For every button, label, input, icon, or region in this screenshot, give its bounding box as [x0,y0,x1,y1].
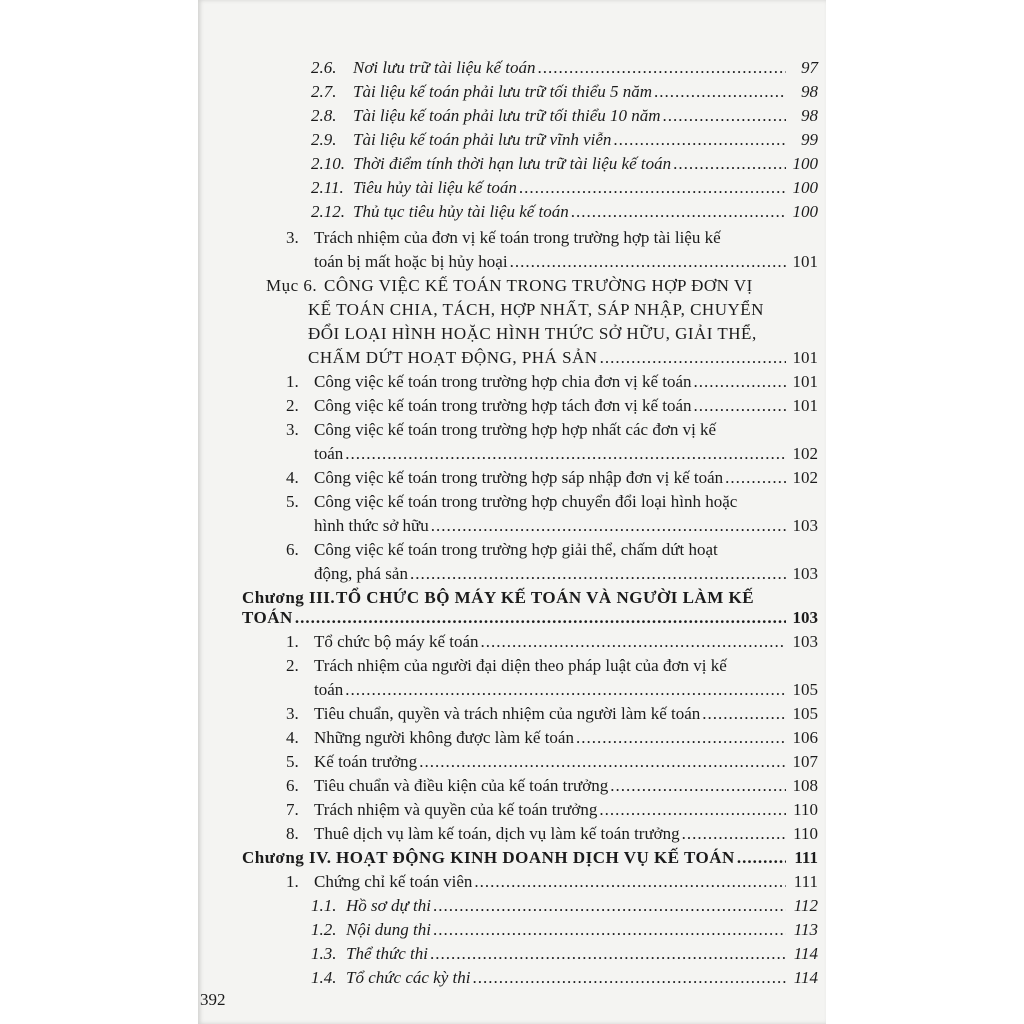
toc-entry-title: Trách nhiệm của đơn vị kế toán trong trường hợp tài liệu kế [314,228,721,247]
toc-entry-title: toán bị mất hoặc bị hủy hoại [314,252,508,271]
toc-entry-page: 111 [794,848,818,867]
toc-entry [198,372,826,398]
dot-leader [433,896,786,916]
toc-entry-title: Thủ tục tiêu hủy tài liệu kế toán [353,202,569,221]
toc-entry-title: Chứng chỉ kế toán viên [314,872,473,891]
toc-entry-title: ĐỔI LOẠI HÌNH HOẶC HÌNH THỨC SỞ HỮU, GIẢI THỂ, [308,324,757,343]
toc-entry [198,656,826,682]
dot-leader [737,848,786,868]
toc-entry-page: 113 [793,920,818,939]
toc-entry [198,608,826,634]
toc-entry [198,516,826,542]
toc-entry [198,468,826,494]
toc-entry-title: Công việc kế toán trong trường hợp hợp nhất các đơn vị kế [314,420,717,439]
toc-entry-title: Công việc kế toán trong trường hợp sáp nhập đơn vị kế toán [314,468,724,487]
toc-entry-number: 3. [286,228,299,247]
dot-leader [673,154,786,174]
toc-entry-number: 7. [286,800,299,819]
toc-entry-number: 8. [286,824,299,843]
dot-leader [694,372,786,392]
toc-entry [198,300,826,326]
toc-entry-page: 114 [793,944,818,963]
toc-entry-title: toán [314,444,344,463]
toc-entry-page: 99 [801,130,818,149]
toc-entry-number: 4. [286,728,299,747]
toc-entry-number: 2.10. [311,154,345,173]
page-number: 392 [200,990,226,1009]
toc-entry-title: TỔ CHỨC BỘ MÁY KẾ TOÁN VÀ NGƯỜI LÀM KẾ [336,588,755,607]
dot-leader [654,82,786,102]
toc-entry [198,396,826,422]
dot-leader [538,58,787,78]
toc-entry [198,130,826,156]
toc-entry [198,154,826,180]
toc-entry-page: 106 [792,728,818,747]
dot-leader [481,632,786,652]
toc-entry [198,896,826,922]
dot-leader [613,130,786,150]
toc-entry-page: 100 [792,202,818,221]
toc-entry [198,824,826,850]
dot-leader [519,178,786,198]
dot-leader [410,564,786,584]
dot-leader [725,468,786,488]
toc-entry-number: 5. [286,752,299,771]
toc-entry-number: 4. [286,468,299,487]
toc-entry-page: 100 [792,178,818,197]
toc-entry [198,968,826,994]
toc-entry-number: 2.7. [311,82,337,101]
toc-entry-title: hình thức sở hữu [314,516,429,535]
toc-entry-title: Công việc kế toán trong trường hợp tách đơn vị kế toán [314,396,692,415]
toc-entry-number: 2.11. [311,178,344,197]
dot-leader [345,680,786,700]
toc-entry-title: Trách nhiệm và quyền của kế toán trưởng [314,800,598,819]
toc-entry-title: Nội dung thi [346,920,432,939]
toc-entry-number: 2. [286,396,299,415]
toc-entry [198,872,826,898]
dot-leader [682,824,786,844]
toc-entry [198,632,826,658]
toc-entry-page: 110 [793,800,818,819]
toc-entry-number: 6. [286,540,299,559]
toc-entry-title: Những người không được làm kế toán [314,728,574,747]
toc-entry-title: Tổ chức các kỳ thi [346,968,471,987]
toc-entry [198,540,826,566]
toc-entry-number: 2.12. [311,202,345,221]
toc-entry-title: Tiêu chuẩn, quyền và trách nhiệm của người làm kế toán [314,704,701,723]
toc-entry [198,920,826,946]
toc-entry-page: 98 [801,106,818,125]
dot-leader [431,516,786,536]
toc-entry-title: Tài liệu kế toán phải lưu trữ vĩnh viễn [353,130,612,149]
toc-entry [198,776,826,802]
toc-entry-number: 2.9. [311,130,337,149]
toc-entry-title: HOẠT ĐỘNG KINH DOANH DỊCH VỤ KẾ TOÁN [336,848,735,867]
toc-entry-number: Mục 6. [266,276,318,295]
book-page [198,0,826,1024]
toc-entry-number: 1. [286,632,299,651]
toc-entry-title: Công việc kế toán trong trường hợp chia đơn vị kế toán [314,372,692,391]
toc-entry-title: Trách nhiệm của người đại diện theo pháp luật của đơn vị kế [314,656,727,675]
toc-entry [198,420,826,446]
toc-entry-page: 103 [792,632,818,651]
toc-entry-page: 101 [792,252,818,271]
toc-entry-title: TOÁN [242,608,293,627]
toc-entry [198,752,826,778]
toc-entry-number: 2. [286,656,299,675]
toc-entry-page: 114 [793,968,818,987]
dot-leader [571,202,786,222]
toc-entry-number: 3. [286,420,299,439]
toc-entry-page: 108 [792,776,818,795]
dot-leader [702,704,786,724]
toc-entry [198,848,826,874]
toc-entry-title: động, phá sản [314,564,408,583]
toc-entry [198,800,826,826]
toc-entry-page: 97 [801,58,818,77]
toc-entry-page: 98 [801,82,818,101]
dot-leader [295,608,786,628]
dot-leader [576,728,786,748]
dot-leader [430,944,786,964]
dot-leader [610,776,786,796]
toc-entry-page: 112 [793,896,818,915]
toc-entry-page: 103 [792,564,818,583]
toc-entry [198,348,826,374]
toc-entry-title: Công việc kế toán trong trường hợp chuyển đổi loại hình hoặc [314,492,738,511]
toc-entry [198,228,826,254]
toc-entry [198,728,826,754]
toc-entry-title: Tài liệu kế toán phải lưu trữ tối thiểu 10 năm [353,106,661,125]
toc-entry-page: 105 [792,704,818,723]
toc-entry-title: Tiêu hủy tài liệu kế toán [353,178,517,197]
dot-leader [600,348,786,368]
toc-entry-title: Tiêu chuẩn và điều kiện của kế toán trưởng [314,776,609,795]
toc-entry [198,106,826,132]
toc-entry-number: 1.4. [311,968,337,987]
toc-entry-title: Công việc kế toán trong trường hợp giải thể, chấm dứt hoạt [314,540,718,559]
toc-entry-title: Hồ sơ dự thi [346,896,431,915]
toc-entry-title: Nơi lưu trữ tài liệu kế toán [353,58,536,77]
toc-entry-page: 111 [793,872,818,891]
toc-entry-number: 5. [286,492,299,511]
toc-entry [198,82,826,108]
toc-entry-page: 101 [792,348,818,367]
toc-entry-title: KẾ TOÁN CHIA, TÁCH, HỢP NHẤT, SÁP NHẬP, CHUYỂN [308,300,764,319]
toc-entry-number: 3. [286,704,299,723]
toc-entry-page: 101 [792,372,818,391]
toc-entry [198,444,826,470]
dot-leader [599,800,786,820]
toc-entry-title: CHẤM DỨT HOẠT ĐỘNG, PHÁ SẢN [308,348,598,367]
toc-entry-title: Tổ chức bộ máy kế toán [314,632,479,651]
dot-leader [694,396,786,416]
toc-entry-page: 102 [792,468,818,487]
toc-entry [198,704,826,730]
toc-entry [198,178,826,204]
toc-entry-number: 1. [286,372,299,391]
toc-entry [198,680,826,706]
dot-leader [510,252,786,272]
toc-entry [198,276,826,302]
toc-entry-number: 1. [286,872,299,891]
toc-entry [198,252,826,278]
toc-entry [198,492,826,518]
toc-entry-number: 6. [286,776,299,795]
toc-entry-page: 103 [792,608,818,627]
toc-entry-page: 107 [792,752,818,771]
toc-entry-number: 2.8. [311,106,337,125]
toc-entry-number: 1.3. [311,944,337,963]
toc-entry-title: Thể thức thi [346,944,428,963]
toc-entry-page: 103 [792,516,818,535]
toc-entry-page: 100 [792,154,818,173]
toc-entry-number: Chương III. [242,588,336,607]
toc-entry [198,944,826,970]
toc-entry-title: Thời điểm tính thời hạn lưu trữ tài liệu kế toán [353,154,672,173]
toc-entry-page: 110 [793,824,818,843]
dot-leader [663,106,786,126]
dot-leader [474,872,786,892]
toc-entry-number: 1.1. [311,896,337,915]
toc-entry-page: 101 [792,396,818,415]
toc-entry-number: Chương IV. [242,848,332,867]
dot-leader [433,920,786,940]
toc-entry-title: Tài liệu kế toán phải lưu trữ tối thiểu 5 năm [353,82,653,101]
toc-entry [198,58,826,84]
dot-leader [472,968,786,988]
dot-leader [419,752,786,772]
toc-entry-number: 1.2. [311,920,337,939]
toc-entry [198,202,826,228]
toc-entry [198,564,826,590]
toc-entry-title: toán [314,680,344,699]
toc-entry-page: 105 [792,680,818,699]
toc-entry-title: CÔNG VIỆC KẾ TOÁN TRONG TRƯỜNG HỢP ĐƠN VỊ [324,276,753,295]
toc-entry [198,324,826,350]
toc-entry-page: 102 [792,444,818,463]
toc-entry-number: 2.6. [311,58,337,77]
toc-entry-title: Kế toán trưởng [314,752,418,771]
dot-leader [345,444,786,464]
toc-entry-title: Thuê dịch vụ làm kế toán, dịch vụ làm kế toán trưởng [314,824,680,843]
